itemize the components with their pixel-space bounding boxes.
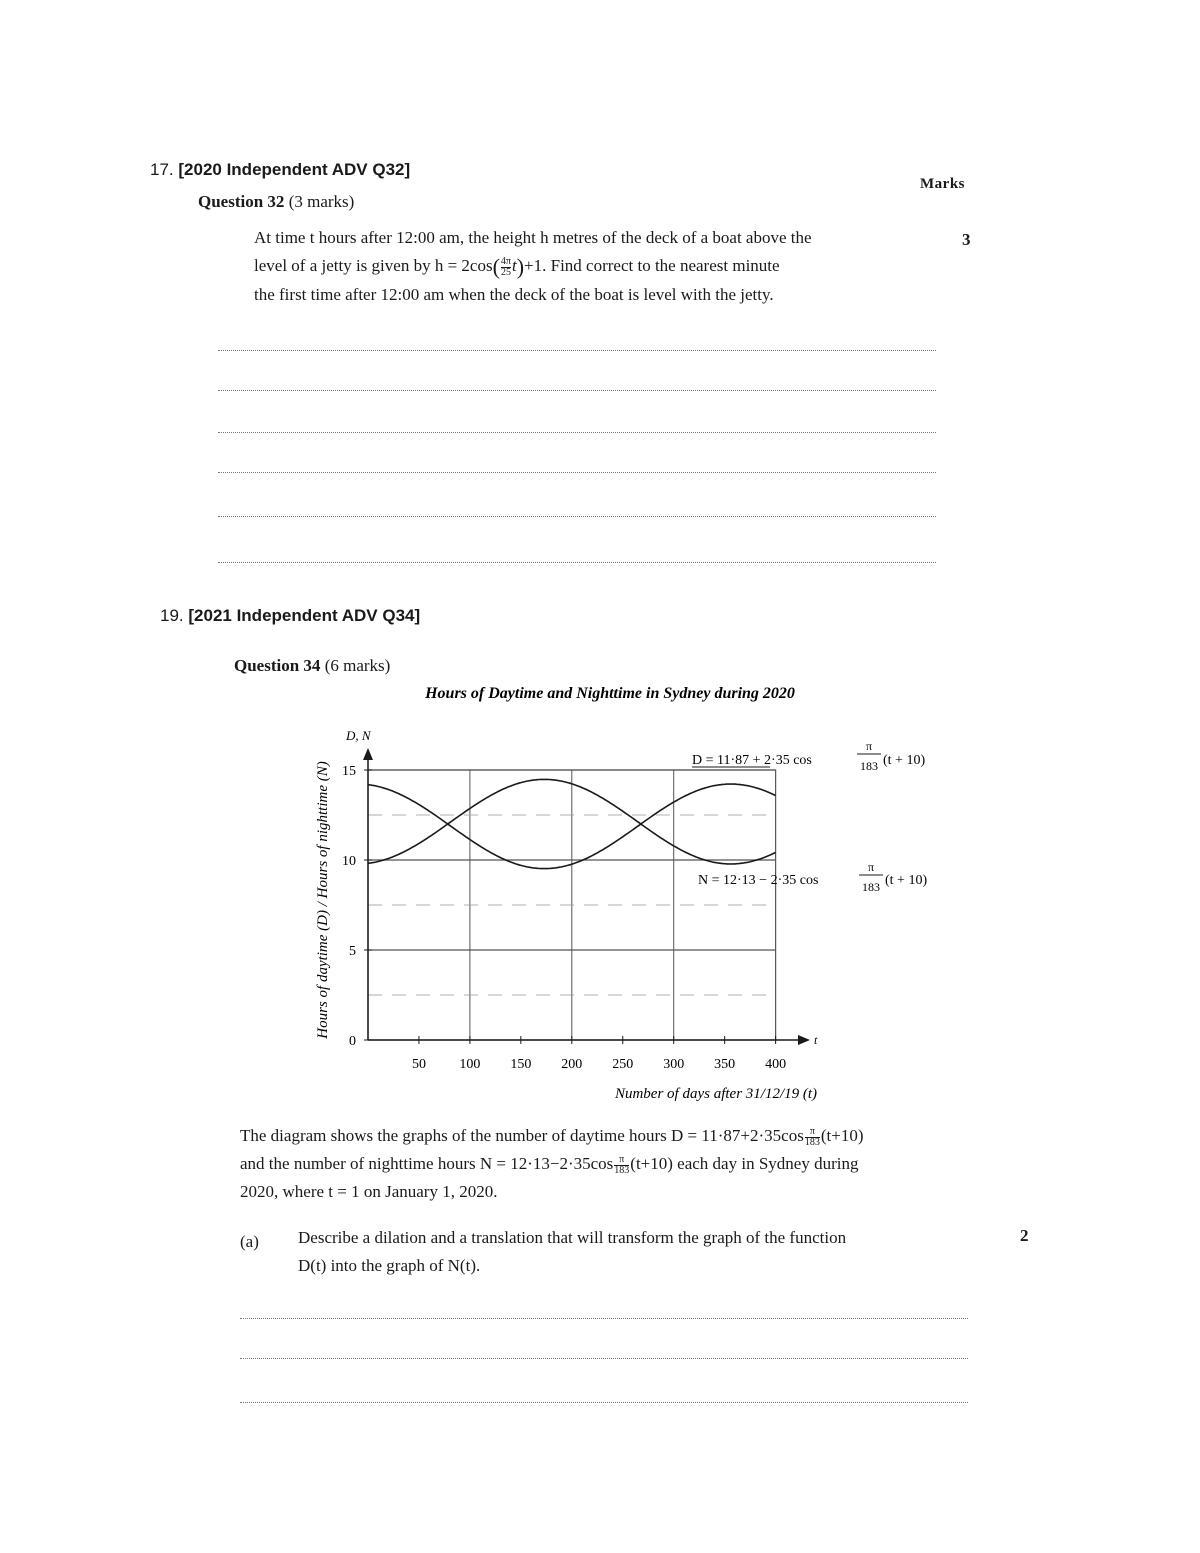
x-tick-label: 150 [510,1057,532,1072]
answer-line[interactable] [218,350,936,351]
y-tick-label: 15 [342,764,356,779]
q17-fraction: $\frac{4\pi}{25}$ [500,255,511,278]
q17-question-label: Question 32 [198,192,285,211]
series-d-frac-den: 183 [860,759,878,773]
y-tick-label: 10 [342,854,356,869]
x-tick-label: 100 [459,1057,481,1072]
q17-text-line2: level of a jetty is given by h = 2cos( $\frac{4\pi}{25}$ t)+1. Find correct to the nearest minute [254,254,780,280]
chart-y-axis-name: D, N [346,728,371,743]
q19-body-line3: 2020, where t = 1 on January 1, 2020. [240,1182,498,1201]
y-axis-arrow [363,748,373,760]
chart-x-axis-label: Number of days after 31/12/19 (t) [614,1086,818,1102]
series-d-label-tail: (t + 10) [883,753,926,768]
chart-title: Hours of Daytime and Nighttime in Sydney during 2020 [425,685,795,702]
part-a-label: (a) [240,1232,259,1251]
q17-text-line1: At time t hours after 12:00 am, the height h metres of the deck of a boat above the [254,228,812,247]
q17-question-marks: (3 marks) [288,192,355,211]
x-axis-arrow [798,1035,810,1045]
series-n-label: N = 12·13 − 2·35 cos [698,873,819,888]
series-n-frac-num: π [867,860,875,874]
q19-question-marks: (6 marks) [324,656,391,675]
part-a-line2: D(t) into the graph of N(t). [298,1256,481,1275]
x-tick-label: 50 [411,1057,426,1072]
series-d-label: D = 11·87 + 2·35 cos [692,753,812,768]
answer-line[interactable] [218,472,936,473]
x-tick-label: 300 [663,1057,685,1072]
series-d-frac-num: π [865,739,873,753]
q17-mark: 3 [962,230,971,249]
part-a-text [298,1224,978,1280]
x-tick-label: 200 [561,1057,583,1072]
answer-line[interactable] [240,1402,968,1403]
part-a-mark: 2 [1020,1226,1029,1245]
q17-question-title [198,192,354,212]
x-tick-label: 350 [714,1057,736,1072]
q19-number: 19. [160,606,184,625]
answer-line[interactable] [218,432,936,433]
q19-body-text [240,1122,1000,1206]
answer-line[interactable] [240,1318,968,1319]
q19-question-label: Question 34 [234,656,321,675]
series-n-label-tail: (t + 10) [885,873,928,888]
answer-line[interactable] [218,562,936,563]
x-tick-label: 400 [765,1057,787,1072]
q17-number: 17. [150,160,174,179]
q17-text-line3: the first time after 12:00 am when the deck of the boat is level with the jetty. [254,285,774,305]
answer-line[interactable] [218,516,936,517]
answer-line[interactable] [218,390,936,391]
q19-body-line1: The diagram shows the graphs of the number of daytime hours D = 11·87+2·35cos $\frac{\pi}{183}$ (t+10) [240,1125,864,1148]
marks-column-header: Marks [920,176,965,192]
x-axis-name: t [814,1033,818,1047]
q19-source: [2021 Independent ADV Q34] [188,606,421,625]
answer-line[interactable] [240,1358,968,1359]
q19-body-line2: and the number of nighttime hours N = 12·13−2·35cos $\frac{\pi}{183}$ (t+10) each day in Sydney during [240,1153,859,1176]
chart-y-axis-label: Hours of daytime (D) / Hours of nighttime (N) [315,761,331,1039]
q17-question-text [254,224,914,309]
y-tick-label: 5 [349,944,356,959]
x-tick-label: 250 [612,1057,634,1072]
part-a-line1: Describe a dilation and a translation that will transform the graph of the function [298,1228,847,1247]
q17-heading [150,160,410,180]
q17-source: [2020 Independent ADV Q32] [178,160,411,179]
q19-heading [160,606,420,626]
daylight-chart [300,678,960,1108]
series-n-frac-den: 183 [862,880,880,894]
y-tick-label: 0 [349,1034,356,1049]
q19-question-title [234,656,390,676]
